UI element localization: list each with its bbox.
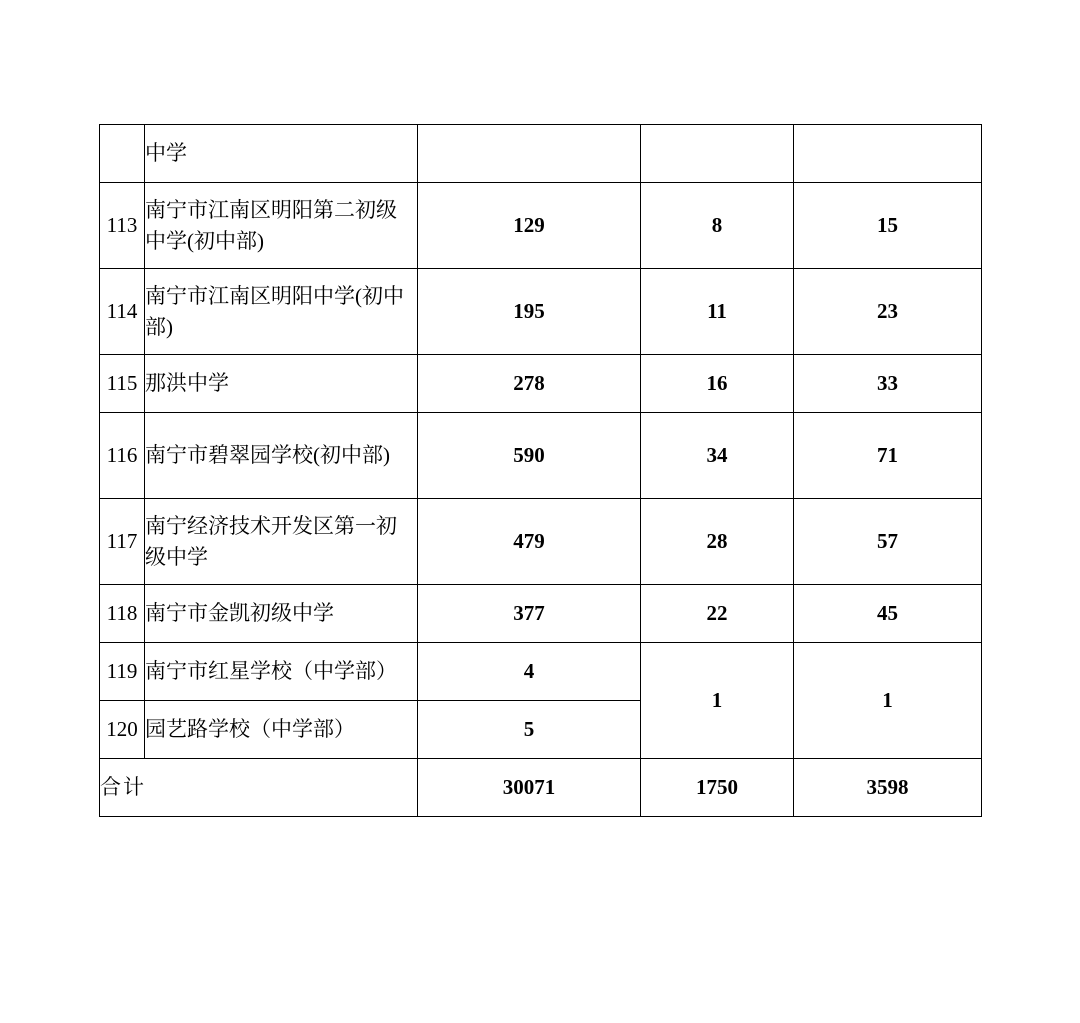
- row-school-name: 南宁市江南区明阳第二初级中学(初中部): [145, 183, 418, 269]
- row-value-3: [794, 125, 982, 183]
- row-value-2: [641, 125, 794, 183]
- row-index: 119: [100, 643, 145, 701]
- row-school-name: 那洪中学: [145, 355, 418, 413]
- row-index: 114: [100, 269, 145, 355]
- total-value-2: 1750: [641, 759, 794, 817]
- table-row: [100, 643, 982, 701]
- row-index: [100, 125, 145, 183]
- row-index: 118: [100, 585, 145, 643]
- row-school-name: 园艺路学校（中学部）: [145, 701, 418, 759]
- table-row: [100, 355, 982, 413]
- row-value-1: [418, 125, 641, 183]
- table-total-row: [100, 759, 982, 817]
- table-row: [100, 125, 982, 183]
- row-value-2: 28: [641, 499, 794, 585]
- row-value-1: 377: [418, 585, 641, 643]
- table-row: [100, 269, 982, 355]
- row-value-2-merged: 1: [641, 643, 794, 759]
- row-value-2: 8: [641, 183, 794, 269]
- row-value-1: 278: [418, 355, 641, 413]
- row-value-3: 57: [794, 499, 982, 585]
- total-label: 合计: [100, 759, 418, 817]
- table-row: [100, 585, 982, 643]
- row-value-3: 71: [794, 413, 982, 499]
- row-value-2: 22: [641, 585, 794, 643]
- row-school-name: 南宁市金凯初级中学: [145, 585, 418, 643]
- row-value-1: 5: [418, 701, 641, 759]
- row-school-name: 南宁市江南区明阳中学(初中部): [145, 269, 418, 355]
- table-row: [100, 413, 982, 499]
- total-value-3: 3598: [794, 759, 982, 817]
- row-value-2: 16: [641, 355, 794, 413]
- row-value-3-merged: 1: [794, 643, 982, 759]
- table-row: [100, 183, 982, 269]
- row-value-1: 129: [418, 183, 641, 269]
- row-school-name: 南宁经济技术开发区第一初级中学: [145, 499, 418, 585]
- row-value-3: 33: [794, 355, 982, 413]
- row-school-name: 南宁市碧翠园学校(初中部): [145, 413, 418, 499]
- row-value-2: 11: [641, 269, 794, 355]
- row-value-3: 23: [794, 269, 982, 355]
- row-value-3: 15: [794, 183, 982, 269]
- row-index: 113: [100, 183, 145, 269]
- row-value-1: 590: [418, 413, 641, 499]
- row-value-2: 34: [641, 413, 794, 499]
- school-statistics-table: [99, 124, 982, 817]
- total-value-1: 30071: [418, 759, 641, 817]
- row-value-1: 479: [418, 499, 641, 585]
- row-index: 115: [100, 355, 145, 413]
- row-index: 120: [100, 701, 145, 759]
- row-value-3: 45: [794, 585, 982, 643]
- row-school-name: 南宁市红星学校（中学部）: [145, 643, 418, 701]
- row-school-name: 中学: [145, 125, 418, 183]
- row-index: 117: [100, 499, 145, 585]
- row-value-1: 4: [418, 643, 641, 701]
- row-value-1: 195: [418, 269, 641, 355]
- table-row: [100, 499, 982, 585]
- row-index: 116: [100, 413, 145, 499]
